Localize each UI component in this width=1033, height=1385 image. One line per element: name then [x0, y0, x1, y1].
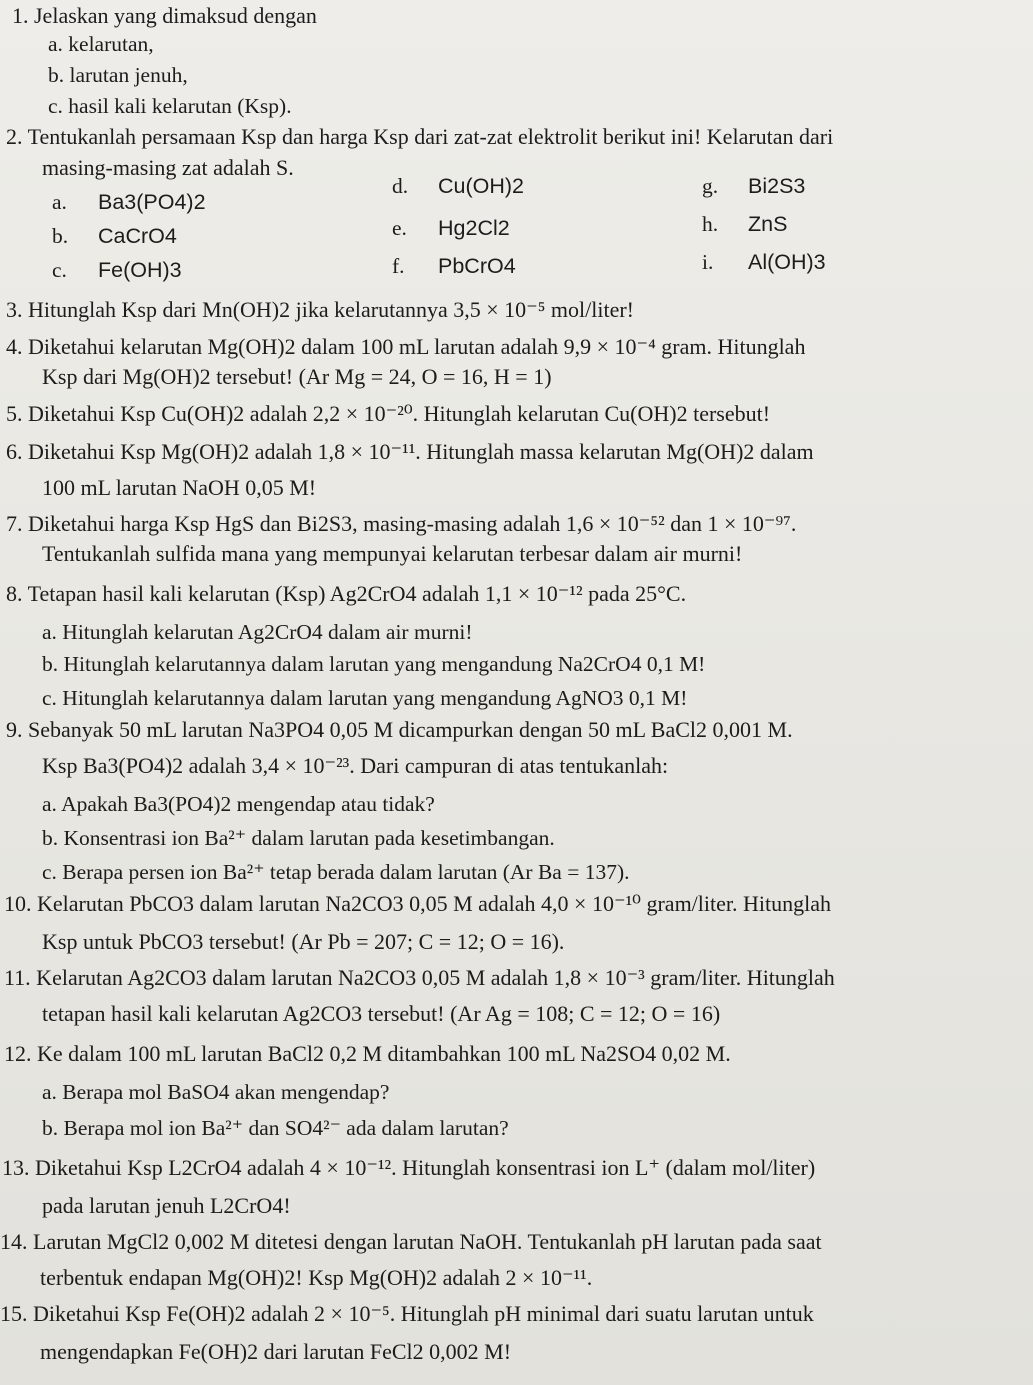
question-10-line2: Ksp untuk PbCO3 tersebut! (Ar Pb = 207; C = 12; O = 16).	[42, 929, 565, 954]
compound-label: c.	[52, 258, 67, 282]
question-1: 1. Jelaskan yang dimaksud dengan	[12, 3, 317, 28]
question-9b: b. Konsentrasi ion Ba²⁺ dalam larutan pada kesetimbangan.	[42, 826, 555, 850]
compound-e	[392, 216, 510, 241]
question-11-line1: 11. Kelarutan Ag2CO3 dalam larutan Na2CO3 0,05 M adalah 1,8 × 10⁻³ gram/liter. Hitunglah	[4, 965, 835, 990]
compound-formula: Hg2Cl2	[438, 216, 510, 240]
question-1b: b. larutan jenuh,	[48, 63, 188, 87]
compound-formula: Al(OH)3	[748, 250, 826, 274]
question-7-line2: Tentukanlah sulfida mana yang mempunyai kelarutan terbesar dalam air murni!	[42, 541, 743, 566]
question-2-line2: masing-masing zat adalah S.	[42, 155, 294, 180]
compound-g	[702, 174, 805, 199]
compound-grid	[0, 168, 1033, 288]
compound-formula: Cu(OH)2	[438, 174, 525, 198]
compound-formula: Ba3(PO4)2	[98, 190, 206, 214]
compound-formula: CaCrO4	[98, 224, 177, 248]
question-9-line1: 9. Sebanyak 50 mL larutan Na3PO4 0,05 M dicampurkan dengan 50 mL BaCl2 0,001 M.	[6, 717, 793, 742]
question-6-line1: 6. Diketahui Ksp Mg(OH)2 adalah 1,8 × 10⁻¹¹. Hitunglah massa kelarutan Mg(OH)2 dalam	[6, 439, 814, 464]
question-5: 5. Diketahui Ksp Cu(OH)2 adalah 2,2 × 10⁻²⁰. Hitunglah kelarutan Cu(OH)2 tersebut!	[6, 401, 771, 426]
question-1a: a. kelarutan,	[48, 32, 154, 56]
compound-label: a.	[52, 190, 67, 214]
compound-label: e.	[392, 216, 407, 240]
compound-formula: PbCrO4	[438, 254, 516, 278]
compound-formula: ZnS	[748, 212, 788, 236]
compound-label: h.	[702, 212, 719, 236]
question-2-line1: 2. Tentukanlah persamaan Ksp dan harga Ksp dari zat-zat elektrolit berikut ini! Kelarutan dari	[6, 124, 834, 149]
compound-label: b.	[52, 224, 69, 248]
question-9a: a. Apakah Ba3(PO4)2 mengendap atau tidak?	[42, 792, 435, 816]
question-4-line2: Ksp dari Mg(OH)2 tersebut! (Ar Mg = 24, O = 16, H = 1)	[42, 364, 552, 389]
compound-label: d.	[392, 174, 409, 198]
question-7-line1: 7. Diketahui harga Ksp HgS dan Bi2S3, masing-masing adalah 1,6 × 10⁻⁵² dan 1 × 10⁻⁹⁷.	[6, 511, 797, 536]
question-14-line1: 14. Larutan MgCl2 0,002 M ditetesi dengan larutan NaOH. Tentukanlah pH larutan pada saat	[0, 1229, 822, 1254]
question-15-line1: 15. Diketahui Ksp Fe(OH)2 adalah 2 × 10⁻⁵. Hitunglah pH minimal dari suatu larutan untuk	[0, 1301, 814, 1326]
question-12: 12. Ke dalam 100 mL larutan BaCl2 0,2 M ditambahkan 100 mL Na2SO4 0,02 M.	[4, 1041, 731, 1066]
question-1c: c. hasil kali kelarutan (Ksp).	[48, 94, 292, 118]
question-12a: a. Berapa mol BaSO4 akan mengendap?	[42, 1080, 390, 1104]
question-10-line1: 10. Kelarutan PbCO3 dalam larutan Na2CO3 0,05 M adalah 4,0 × 10⁻¹⁰ gram/liter. Hitunglah	[4, 891, 831, 916]
compound-label: g.	[702, 174, 719, 198]
question-15-line2: mengendapkan Fe(OH)2 dari larutan FeCl2 0,002 M!	[40, 1339, 512, 1364]
question-11-line2: tetapan hasil kali kelarutan Ag2CO3 tersebut! (Ar Ag = 108; C = 12; O = 16)	[42, 1001, 721, 1026]
question-6-line2: 100 mL larutan NaOH 0,05 M!	[42, 475, 317, 500]
compound-formula: Fe(OH)3	[98, 258, 182, 282]
compound-h	[702, 212, 787, 237]
question-13-line2: pada larutan jenuh L2CrO4!	[42, 1193, 291, 1218]
compound-formula: Bi2S3	[748, 174, 806, 198]
compound-c	[52, 258, 182, 283]
compound-i	[702, 250, 826, 275]
compound-label: i.	[702, 250, 714, 274]
question-8: 8. Tetapan hasil kali kelarutan (Ksp) Ag2CrO4 adalah 1,1 × 10⁻¹² pada 25°C.	[6, 581, 687, 606]
question-14-line2: terbentuk endapan Mg(OH)2! Ksp Mg(OH)2 adalah 2 × 10⁻¹¹.	[40, 1265, 593, 1290]
question-8a: a. Hitunglah kelarutan Ag2CrO4 dalam air murni!	[42, 620, 473, 644]
question-3: 3. Hitunglah Ksp dari Mn(OH)2 jika kelarutannya 3,5 × 10⁻⁵ mol/liter!	[6, 297, 635, 322]
question-4-line1: 4. Diketahui kelarutan Mg(OH)2 dalam 100 mL larutan adalah 9,9 × 10⁻⁴ gram. Hitunglah	[6, 334, 806, 359]
compound-b	[52, 224, 177, 249]
question-9-line2: Ksp Ba3(PO4)2 adalah 3,4 × 10⁻²³. Dari campuran di atas tentukanlah:	[42, 753, 669, 778]
compound-d	[392, 174, 524, 199]
compound-label: f.	[392, 254, 405, 278]
question-9c: c. Berapa persen ion Ba²⁺ tetap berada dalam larutan (Ar Ba = 137).	[42, 860, 630, 884]
question-8c: c. Hitunglah kelarutannya dalam larutan yang mengandung AgNO3 0,1 M!	[42, 686, 688, 710]
compound-f	[392, 254, 516, 279]
question-8b: b. Hitunglah kelarutannya dalam larutan yang mengandung Na2CrO4 0,1 M!	[42, 652, 706, 676]
question-12b: b. Berapa mol ion Ba²⁺ dan SO4²⁻ ada dalam larutan?	[42, 1116, 509, 1140]
question-13-line1: 13. Diketahui Ksp L2CrO4 adalah 4 × 10⁻¹². Hitunglah konsentrasi ion L⁺ (dalam mol/liter)	[2, 1155, 816, 1180]
compound-a	[52, 190, 206, 215]
